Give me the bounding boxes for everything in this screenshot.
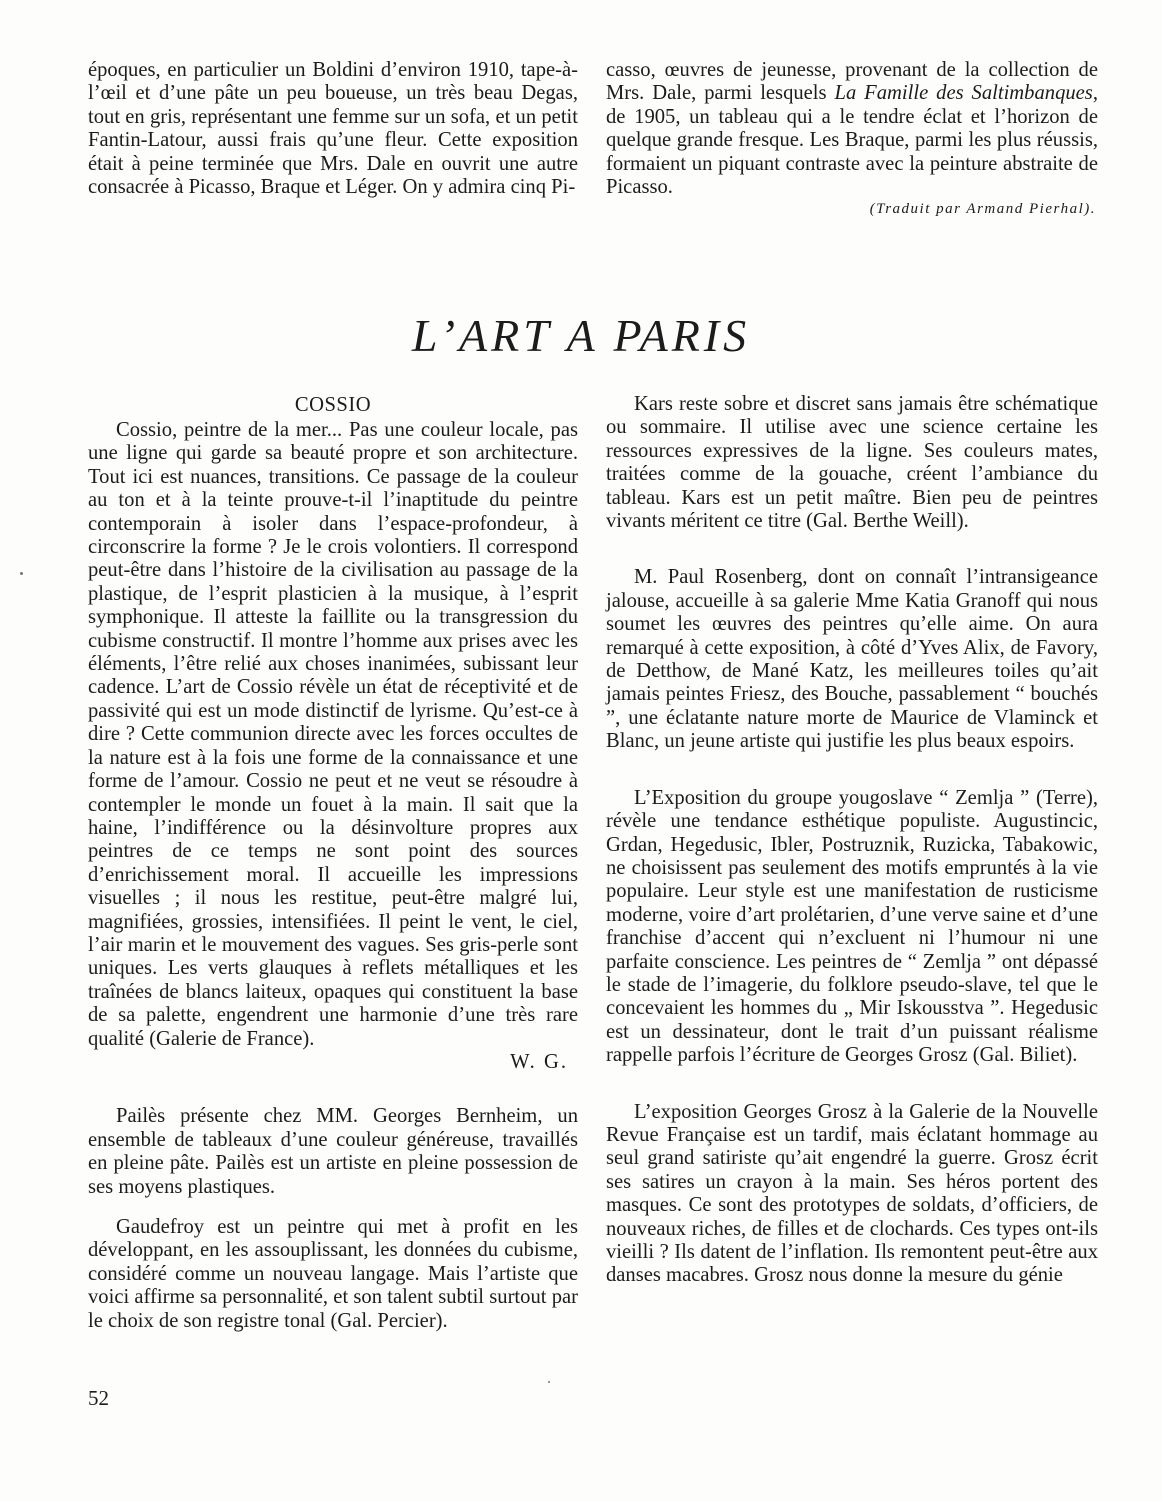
page-number: 52 bbox=[88, 1386, 109, 1410]
main-right-column bbox=[606, 393, 1098, 1288]
top-right-column bbox=[606, 59, 1098, 233]
main-left-column bbox=[88, 393, 578, 1333]
grosz-paragraph: L’exposition Georges Grosz à la Galerie de la Nouvelle Revue Française est un tardif, mais éclatant hommage au seul grand satiriste qu’ait engendré la guerre. Grosz écrit ses satires un crayon à la main. Ses héros portent des masques. Ce sont des prototypes de soldats, d’officiers, de nouveaux riches, de filles et de clochards. Ces types ont-ils vieilli ? Ils datent de l’inflation. Ils remontent peut-être aux danses macabres. Grosz nous donne la mesure du génie bbox=[606, 1100, 1098, 1287]
translator-credit: (Traduit par Armand Pierhal). bbox=[869, 201, 1096, 218]
cossio-heading: COSSIO bbox=[294, 394, 372, 416]
pailes-paragraph: Pailès présente chez MM. Georges Bernheim, un ensemble de tableaux d’une couleur généreuse, travaillés en pleine pâte. Pailès est un artiste en pleine possession de ses moyens plastiques. bbox=[88, 1105, 578, 1198]
rosenberg-paragraph: M. Paul Rosenberg, dont on connaît l’intransigeance jalouse, accueille à sa galerie Mme Katia Granoff qui nous soumet les œuvres des peintres qu’elle aime. On aura remarqué à cette exposition, à côté d’Yves Alix, de Favory, de Detthow, de Mané Katz, les meilleures toiles qu’ait jamais peintes Friesz, des Bouche, passablement “ bouchés ”, une éclatante nature morte de Maurice de Vlaminck et Blanc, un jeune artiste qui justifie les plus beaux espoirs. bbox=[606, 566, 1098, 753]
top-left-column bbox=[88, 59, 578, 199]
top-left-paragraph: époques, en particulier un Boldini d’environ 1910, tape-à-l’œil et d’une pâte un peu boueuse, un très beau Degas, tout en gris, représentant une femme sur un sofa, et un petit Fantin-Latour, aussi frais qu’une fleur. Cette exposition était à peine terminée que Mrs. Dale en ouvrit une autre consacrée à Picasso, Braque et Léger. On y admira cinq Pi- bbox=[88, 59, 578, 199]
gaudefroy-paragraph: Gaudefroy est un peintre qui met à profit en les développant, en les assouplissant, les données du cubisme, considéré comme un nouveau langage. Mais l’artiste que voici affirme sa personnalité, et son talent subtil surtout par le choix de son registre tonal (Gal. Percier). bbox=[88, 1216, 578, 1332]
top-right-text-start: casso, œuvres de jeunesse, provenant de la collection de Mrs. Dale, parmi lesquels bbox=[606, 59, 1098, 105]
top-right-text-end: , de 1905, un tableau qui a le tendre éclat et l’horizon de quelque grande fresque. Les Braque, parmi les plus réussis, formaient un piquant contraste avec la peinture abstraite de Picasso. bbox=[606, 82, 1098, 199]
zemlja-paragraph: L’Exposition du groupe yougoslave “ Zemlja ” (Terre), révèle une tendance esthétique populiste. Augustincic, Grdan, Hegedusic, Ibler, Postruznik, Ruzicka, Tabakowic, ne choisissent pas seulement des motifs empruntés à la vie populaire. Leur style est une manifestation de rusticisme moderne, voire d’art prolétarien, d’une verve saine et d’une franchise d’accent qui n’excluent ni l’humour ni une parfaite conscience. Les peintres de “ Zemlja ” ont dépassé le stade de l’imagerie, du folklore pseudo-slave, tel que le concevaient les hommes du „ Mir Iskousstva ”. Hegedusic est un dessinateur, dont le trait d’un puissant réalisme rappelle parfois l’écriture de Georges Grosz (Gal. Biliet). bbox=[606, 786, 1098, 1067]
scan-speck bbox=[548, 1381, 550, 1383]
scan-speck bbox=[20, 572, 23, 575]
author-signature: W. G. bbox=[510, 1050, 568, 1073]
artwork-title-italic: La Famille des Saltimbanques bbox=[834, 82, 1093, 105]
top-right-paragraph bbox=[606, 59, 1098, 199]
kars-paragraph: Kars reste sobre et discret sans jamais être schématique ou sommaire. Il utilise avec une science certaine les ressources expressives de la ligne. Ses couleurs mates, traitées comme de la gouache, créent l’ambiance du tableau. Kars est un petit maître. Bien peu de peintres vivants méritent ce titre (Gal. Berthe Weill). bbox=[606, 393, 1098, 533]
cossio-paragraph: Cossio, peintre de la mer... Pas une couleur locale, pas une ligne qui garde sa beauté propre et son architecture. Tout ici est nuances, transitions. Ce passage de la couleur au ton et à la teinte prouve-t-il l’inaptitude du peintre contemporain à isoler dans l’espace-profondeur, à circonscrire la forme ? Je le crois volontiers. Il correspond peut-être dans l’histoire de la civilisation au passage de la plastique, de l’esprit plasticien à la musique, à l’esprit symphonique. Il atteste la faillite ou la transgression du cubisme constructif. Il montre l’homme aux prises avec les éléments, l’être relié aux choses inanimées, subissant leur cadence. L’art de Cossio révèle un état de réceptivité et de passivité qui est un mode distinctif de lyrisme. Qu’est-ce à dire ? Cette communion directe avec les forces occultes de la nature est à la fois une forme de la connaissance et une forme de l’amour. Cossio ne peut et ne veut se résoudre à contempler le monde un fouet à la main. Il sait que la haine, l’indifférence ou la désinvolture propres aux peintres de ce temps ne sont point des sources d’enrichissement moral. Il accueille les impressions visuelles ; il nous les restitue, peut-être malgré lui, magnifiées, grossies, intensifiées. Il peint le vent, le ciel, l’air marin et le mouvement des vagues. Ses gris-perle sont uniques. Les verts glauques à reflets métalliques et les traînées de blancs laiteux, opaques qui constituent la base de sa palette, engendrent une harmonie d’une très rare qualité (Galerie de France). bbox=[88, 419, 578, 1050]
section-title: L’ART A PARIS bbox=[411, 310, 751, 361]
